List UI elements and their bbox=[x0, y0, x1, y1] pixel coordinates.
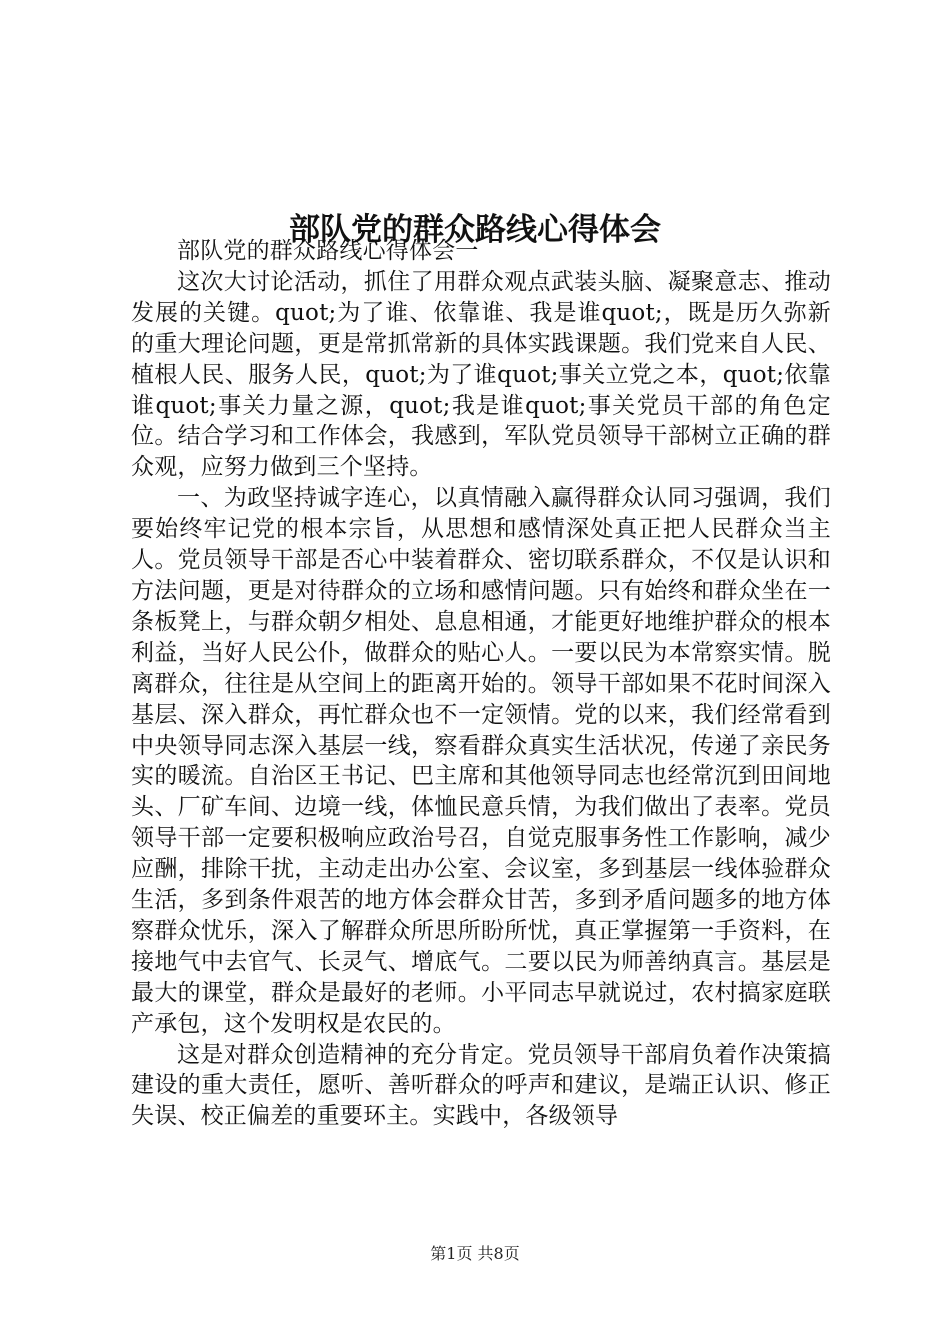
paragraph-intro: 这次大讨论活动，抓住了用群众观点武装头脑、凝聚意志、推动发展的关键。quot;为了谁、依靠谁、我是谁quot;，既是历久弥新的重大理论问题，更是常抓常新的具体实践课题。我们党来自人民、植根人民、服务人民，quot;为了谁quot;事关立党之本，quot;依靠谁quot;事关力量之源，quot;我是谁quot;事关党员干部的角色定位。结合学习和工作体会，我感到，军队党员领导干部树立正确的群众观，应努力做到三个坚持。 bbox=[131, 268, 831, 481]
paragraph-continuation: 这是对群众创造精神的充分肯定。党员领导干部肩负着作决策搞建设的重大责任，愿听、善听群众的呼声和建议，是端正认识、修正失误、校正偏差的重要环主。实践中，各级领导 bbox=[131, 1041, 831, 1130]
document-title: 部队党的群众路线心得体会 bbox=[289, 211, 661, 248]
paragraph-subtitle: 部队党的群众路线心得体会一 bbox=[177, 238, 479, 264]
page-number-footer: 第1页 共8页 bbox=[430, 1244, 520, 1263]
document-body bbox=[131, 236, 831, 1132]
paragraph-section-one: 一、为政坚持诚字连心，以真情融入赢得群众认同习强调，我们要始终牢记党的根本宗旨，从思想和感情深处真正把人民群众当主人。党员领导干部是否心中装着群众、密切联系群众，不仅是认识和方法问题，更是对待群众的立场和感情问题。只有始终和群众坐在一条板凳上，与群众朝夕相处、息息相通，才能更好地维护群众的根本利益，当好人民公仆，做群众的贴心人。一要以民为本常察实情。脱离群众，往往是从空间上的距离开始的。领导干部如果不花时间深入基层、深入群众，再忙群众也不一定领情。党的以来，我们经常看到中央领导同志深入基层一线，察看群众真实生活状况，传递了亲民务实的暖流。自治区王书记、巴主席和其他领导同志也经常沉到田间地头、厂矿车间、边境一线，体恤民意兵情，为我们做出了表率。党员领导干部一定要积极响应政治号召，自觉克服事务性工作影响，减少应酬，排除干扰，主动走出办公室、会议室，多到基层一线体验群众生活，多到条件艰苦的地方体会群众甘苦，多到矛盾问题多的地方体察群众忧乐，深入了解群众所思所盼所忧，真正掌握第一手资料，在接地气中去官气、长灵气、增底气。二要以民为师善纳真言。基层是最大的课堂，群众是最好的老师。小平同志早就说过，农村搞家庭联产承包，这个发明权是农民的。 bbox=[131, 485, 831, 1037]
